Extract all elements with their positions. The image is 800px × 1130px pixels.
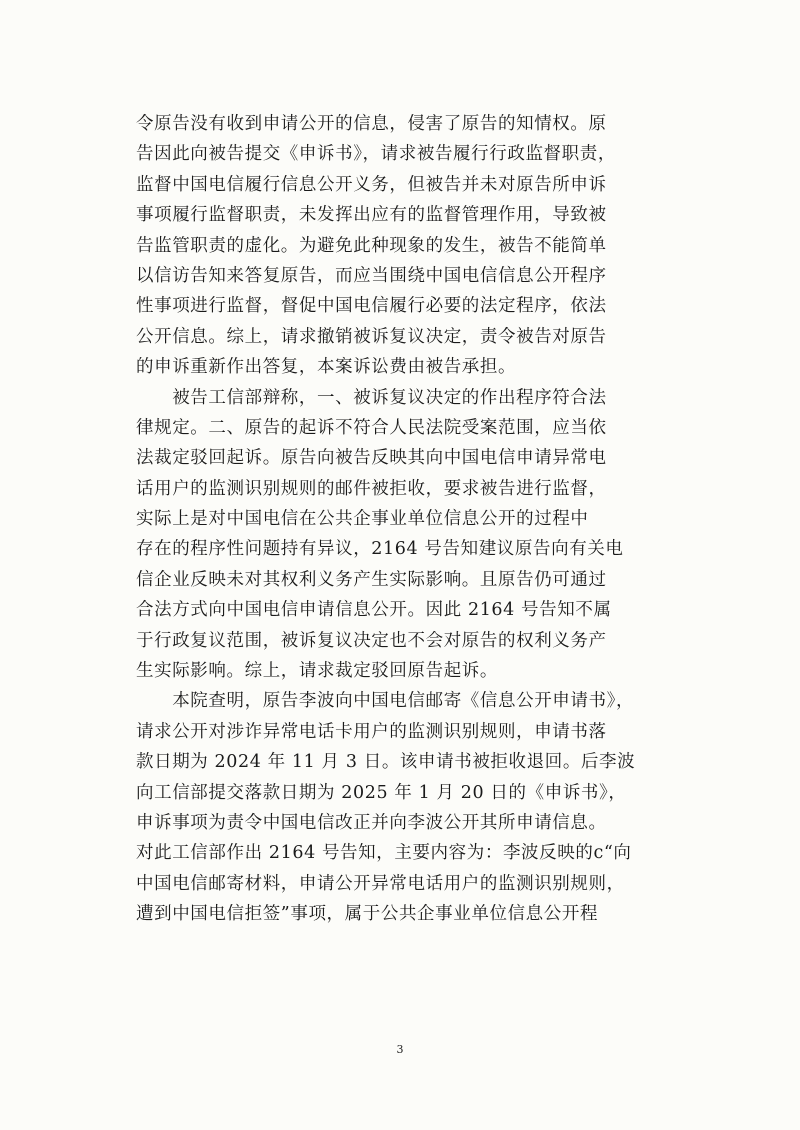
text-line: 中国电信邮寄材料，申请公开异常电话用户的监测识别规则， (136, 873, 625, 894)
text-line: 实际上是对中国电信在公共企事业单位信息公开的过程中 (136, 509, 589, 530)
text-line: 律规定。二、原告的起诉不符合人民法院受案范围，应当依 (136, 417, 607, 438)
text-line: 法裁定驳回起诉。原告向被告反映其向中国电信申请异常电 (136, 448, 607, 469)
text-line: 款日期为 2024 年 11 月 3 日。该申请书被拒收退回。后李波 (136, 752, 636, 773)
text-line: 存在的程序性问题持有异议，2164 号告知建议原告向有关电 (136, 539, 624, 560)
text-line: 向工信部提交落款日期为 2025 年 1 月 20 日的《申诉书》， (136, 782, 627, 803)
text-line: 告因此向被告提交《申诉书》，请求被告履行行政监督职责， (136, 144, 616, 165)
text-line: 被告工信部辩称，一、被诉复议决定的作出程序符合法 (136, 387, 607, 408)
page-number: 3 (396, 1043, 404, 1056)
text-line: 监督中国电信履行信息公开义务，但被告并未对原告所申诉 (136, 174, 607, 195)
body-text (136, 109, 696, 930)
text-line: 的申诉重新作出答复，本案诉讼费由被告承担。 (136, 357, 517, 378)
text-line: 公开信息。综上，请求撤销被诉复议决定，责令被告对原告 (136, 326, 607, 347)
text-line: 请求公开对涉诈异常电话卡用户的监测识别规则，申请书落 (136, 721, 607, 742)
text-line: 本院查明，原告李波向中国电信邮寄《信息公开申请书》， (136, 691, 635, 712)
text-line: 申诉事项为责令中国电信改正并向李波公开其所申请信息。 (136, 812, 607, 833)
text-line: 生实际影响。综上，请求裁定驳回原告起诉。 (136, 661, 498, 682)
text-line: 遭到中国电信拒签”事项，属于公共企事业单位信息公开程 (136, 904, 599, 925)
text-line: 告监管职责的虚化。为避免此种现象的发生，被告不能简单 (136, 235, 607, 256)
text-line: 对此工信部作出 2164 号告知，主要内容为：李波反映的c“向 (136, 843, 632, 864)
text-line: 话用户的监测识别规则的邮件被拒收，要求被告进行监督， (136, 478, 607, 499)
text-line: 事项履行监督职责，未发挥出应有的监督管理作用，导致被 (136, 205, 607, 226)
text-line: 性事项进行监督，督促中国电信履行必要的法定程序，依法 (136, 296, 607, 317)
text-line: 以信访告知来答复原告，而应当围绕中国电信信息公开程序 (136, 265, 607, 286)
text-line: 合法方式向中国电信申请信息公开。因此 2164 号告知不属 (136, 600, 612, 621)
text-line: 令原告没有收到申请公开的信息，侵害了原告的知情权。原 (136, 114, 607, 134)
text-line: 于行政复议范围，被诉复议决定也不会对原告的权利义务产 (136, 630, 607, 651)
text-line: 信企业反映未对其权利义务产生实际影响。且原告仍可通过 (136, 569, 607, 590)
